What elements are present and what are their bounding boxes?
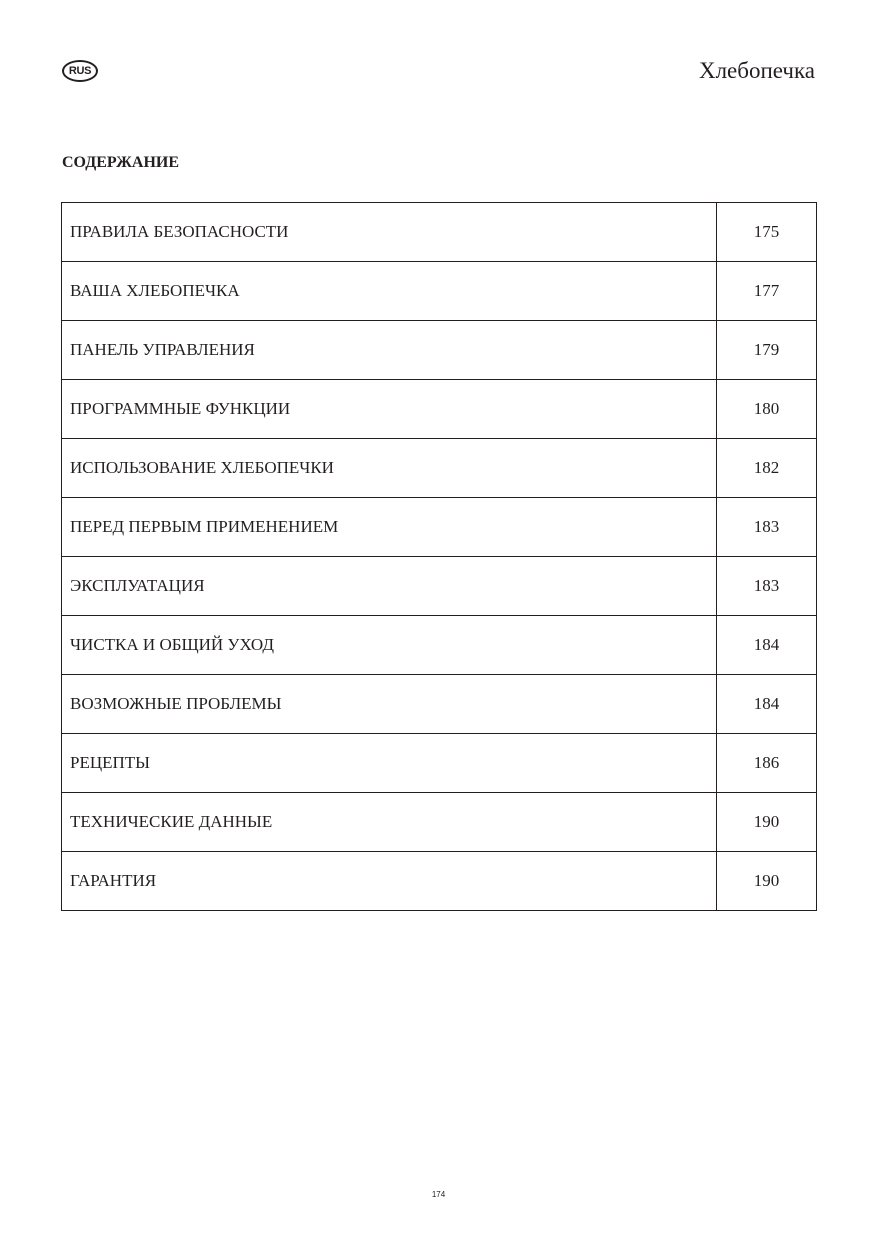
toc-row bbox=[62, 734, 817, 793]
language-code: RUS bbox=[68, 64, 92, 77]
toc-row bbox=[62, 793, 817, 852]
toc-entry-page: 190 bbox=[717, 793, 817, 852]
toc-entry-page: 180 bbox=[717, 380, 817, 439]
toc-row bbox=[62, 557, 817, 616]
toc-entry-title: ИСПОЛЬЗОВАНИЕ ХЛЕБОПЕЧКИ bbox=[62, 439, 717, 498]
contents-heading: СОДЕРЖАНИЕ bbox=[62, 154, 180, 171]
toc-entry-title: ВАША ХЛЕБОПЕЧКА bbox=[62, 262, 717, 321]
toc-entry-page: 175 bbox=[717, 203, 817, 262]
toc-entry-title: ГАРАНТИЯ bbox=[62, 852, 717, 911]
toc-row bbox=[62, 262, 817, 321]
toc-entry-title: ПРАВИЛА БЕЗОПАСНОСТИ bbox=[62, 203, 717, 262]
toc-row bbox=[62, 321, 817, 380]
toc-entry-title: ВОЗМОЖНЫЕ ПРОБЛЕМЫ bbox=[62, 675, 717, 734]
toc-row bbox=[62, 498, 817, 557]
toc-row bbox=[62, 203, 817, 262]
toc-entry-title: ПРОГРАММНЫЕ ФУНКЦИИ bbox=[62, 380, 717, 439]
toc-entry-page: 183 bbox=[717, 498, 817, 557]
toc-entry-page: 182 bbox=[717, 439, 817, 498]
toc-entry-title: ПЕРЕД ПЕРВЫМ ПРИМЕНЕНИЕМ bbox=[62, 498, 717, 557]
toc-row bbox=[62, 380, 817, 439]
toc-row bbox=[62, 616, 817, 675]
page-number: 174 bbox=[431, 1190, 446, 1199]
toc-row bbox=[62, 439, 817, 498]
toc-entry-title: ТЕХНИЧЕСКИЕ ДАННЫЕ bbox=[62, 793, 717, 852]
toc-entry-page: 184 bbox=[717, 616, 817, 675]
toc-entry-page: 177 bbox=[717, 262, 817, 321]
toc-entry-title: РЕЦЕПТЫ bbox=[62, 734, 717, 793]
toc-entry-page: 183 bbox=[717, 557, 817, 616]
toc-entry-page: 186 bbox=[717, 734, 817, 793]
toc-entry-page: 184 bbox=[717, 675, 817, 734]
toc-entry-title: ПАНЕЛЬ УПРАВЛЕНИЯ bbox=[62, 321, 717, 380]
toc-entry-page: 179 bbox=[717, 321, 817, 380]
toc-entry-title: ЧИСТКА И ОБЩИЙ УХОД bbox=[62, 616, 717, 675]
language-badge bbox=[62, 60, 98, 82]
toc-row bbox=[62, 852, 817, 911]
toc-entry-page: 190 bbox=[717, 852, 817, 911]
toc-entry-title: ЭКСПЛУАТАЦИЯ bbox=[62, 557, 717, 616]
contents-table bbox=[61, 202, 817, 911]
document-title: Хлебопечка bbox=[698, 58, 815, 83]
toc-row bbox=[62, 675, 817, 734]
